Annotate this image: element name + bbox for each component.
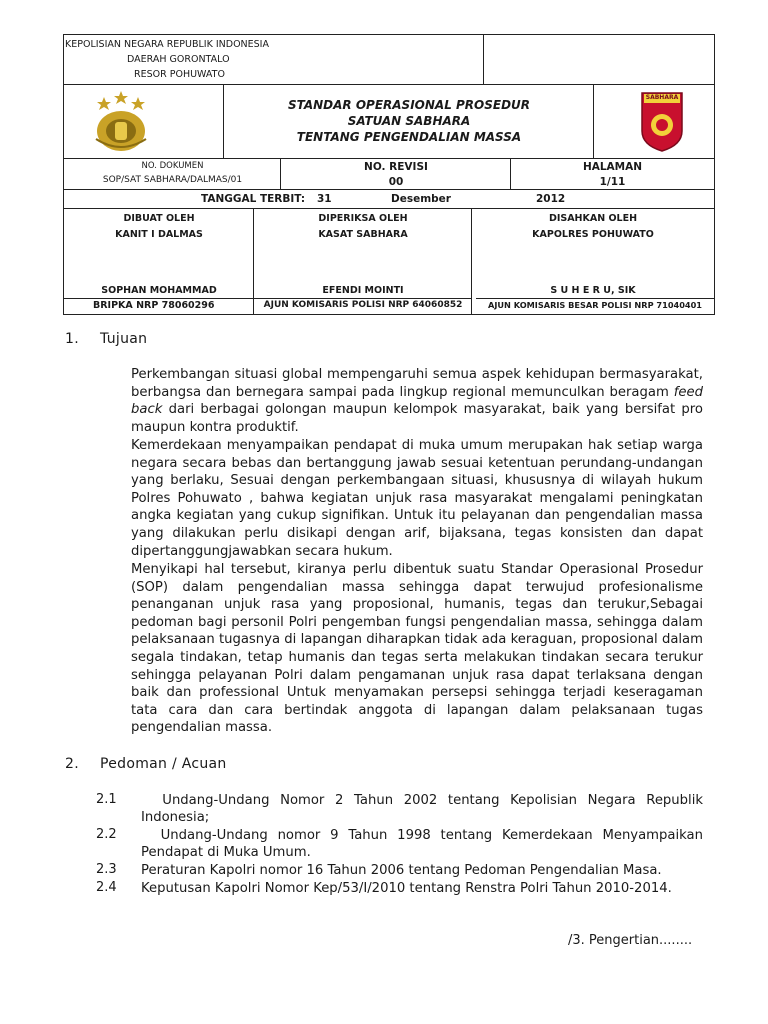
sabhara-logo-text: SABHARA bbox=[645, 94, 679, 101]
approved-by-title: KAPOLRES POHUWATO bbox=[532, 229, 654, 240]
issue-date-year: 2012 bbox=[536, 193, 566, 205]
issue-date-month: Desember bbox=[391, 193, 451, 205]
polri-emblem-icon bbox=[86, 89, 156, 155]
approved-by-label: DISAHKAN OLEH bbox=[548, 213, 638, 224]
section-2-heading: Pedoman / Acuan bbox=[100, 756, 227, 772]
approved-by-rank: AJUN KOMISARIS BESAR POLISI NRP 71040401 bbox=[476, 298, 714, 312]
org-line-1: KEPOLISIAN NEGARA REPUBLIK INDONESIA bbox=[65, 39, 269, 50]
made-by-name: SOPHAN MOHAMMAD bbox=[101, 285, 217, 296]
doc-title-line-3: TENTANG PENGENDALIAN MASSA bbox=[296, 130, 522, 144]
blank-top-right-cell bbox=[484, 35, 714, 85]
made-by-title: KANIT I DALMAS bbox=[115, 229, 203, 240]
sabhara-logo-cell bbox=[594, 85, 714, 159]
made-by-cell bbox=[64, 209, 254, 314]
list-item-text: Undang-Undang Nomor 2 Tahun 2002 tentang Kepolisian Negara Republik Indonesia; bbox=[141, 793, 708, 825]
revision-label: NO. REVISI bbox=[364, 161, 428, 173]
continuation-note: /3. Pengertian........ bbox=[568, 933, 693, 948]
list-item-text: Keputusan Kapolri Nomor Kep/53/I/2010 tentang Renstra Polri Tahun 2010-2014. bbox=[141, 881, 672, 896]
title-cell bbox=[224, 85, 594, 159]
issue-date-day: 31 bbox=[317, 193, 332, 205]
org-line-2: DAERAH GORONTALO bbox=[127, 54, 230, 65]
list-item-number: 2.4 bbox=[96, 880, 117, 895]
list-item-text: Peraturan Kapolri nomor 16 Tahun 2006 tentang Pedoman Pengendalian Masa. bbox=[141, 863, 662, 878]
section-1-paragraph-2: Kemerdekaan menyampaikan pendapat di muka umum merupakan hak setiap warga negara secara bebas dan bertanggung jawab sesuai ketentuan perundang-undangan yang berlaku, Sesuai dengan perkembangaan situasi, khususnya di wilayah hukum Polres Pohuwato , bahwa kegiatan unjuk rasa masyarakat mengalami peningkatan angka kegiatan yang cukup signifikan. Untuk itu pelayanan dan pengendalian massa yang dilakukan perlu disikapi dengan arif, bijaksana, tegas konsisten dan dapat dipertanggungjawabkan secara hukum. bbox=[131, 438, 703, 559]
list-item-number: 2.2 bbox=[96, 827, 117, 842]
revision-cell bbox=[281, 159, 511, 190]
approved-by-name: S U H E R U, SIK bbox=[550, 285, 636, 296]
section-1-heading: Tujuan bbox=[100, 331, 148, 347]
checked-by-name: EFENDI MOINTI bbox=[322, 285, 404, 296]
section-1-paragraph-1 bbox=[131, 366, 703, 436]
org-line-3: RESOR POHUWATO bbox=[134, 69, 225, 80]
doc-title-line-1: STANDAR OPERASIONAL PROSEDUR bbox=[287, 98, 531, 112]
section-2-number: 2. bbox=[65, 756, 79, 772]
section-1-paragraph-3: Menyikapi hal tersebut, kiranya perlu dibentuk suatu Standar Operasional Prosedur (SOP) dalam pengendalian massa sehingga dapat terwujud profesionalisme penanganan unjuk rasa yang proposional, humanis, tegas dan terukur,Sebagai pedoman bagi personil Polri pengemban fungsi pengendalian massa, sehingga dalam pelaksanaan tugasnya di lapangan diharapkan tidak ada keraguan, proposional dalam segala tindakan, tetap humanis dan tegas serta melakukan tindakan secara terukur sehingga pelayanan Polri dalam pengamanan unjuk rasa dapat terlaksana dengan baik dan professional Untuk menyamakan persepsi sehingga terjadi keseragaman tata cara dan cara bertindak anggota di lapangan dalam pelaksanaan tugas pengendalian massa. bbox=[131, 562, 703, 736]
issue-date-label: TANGGAL TERBIT: bbox=[201, 193, 306, 205]
checked-by-rank: AJUN KOMISARIS POLISI NRP 64060852 bbox=[254, 298, 472, 312]
doc-number-value: SOP/SAT SABHARA/DALMAS/01 bbox=[102, 175, 243, 185]
revision-value: 00 bbox=[388, 176, 404, 188]
p1-text-after: dari berbagai golongan maupun kelompok masyarakat, baik yang bersifat pro maupun kontra produktif. bbox=[131, 402, 703, 435]
made-by-label: DIBUAT OLEH bbox=[123, 213, 195, 224]
list-item-number: 2.3 bbox=[96, 862, 117, 877]
list-item-number: 2.1 bbox=[96, 792, 117, 807]
page-value: 1/11 bbox=[599, 176, 626, 188]
made-by-rank: BRIPKA NRP 78060296 bbox=[64, 298, 254, 312]
p1-italic-text: feed back bbox=[131, 384, 703, 418]
page-label: HALAMAN bbox=[582, 161, 643, 173]
header-table bbox=[63, 34, 715, 315]
p1-text-before: Perkembangan situasi global mempengaruhi semua aspek kehidupan bermasyarakat, berbangsa dan bernegara sampai pada lingkup regional memunculkan beragam bbox=[131, 367, 703, 400]
org-cell bbox=[64, 35, 484, 85]
page-cell bbox=[511, 159, 714, 190]
checked-by-label: DIPERIKSA OLEH bbox=[318, 213, 408, 224]
doc-number-label: NO. DOKUMEN bbox=[141, 161, 204, 171]
checked-by-title: KASAT SABHARA bbox=[318, 229, 408, 240]
polri-logo-cell bbox=[64, 85, 224, 159]
list-item-text: Undang-Undang nomor 9 Tahun 1998 tentang Kemerdekaan Menyampaikan Pendapat di Muka Umum. bbox=[141, 828, 708, 860]
checked-by-cell bbox=[254, 209, 472, 314]
issue-date-row bbox=[64, 190, 714, 209]
doc-title-line-2: SATUAN SABHARA bbox=[347, 114, 471, 128]
section-1-number: 1. bbox=[65, 331, 79, 347]
doc-number-cell bbox=[64, 159, 281, 190]
approved-by-cell bbox=[472, 209, 714, 314]
